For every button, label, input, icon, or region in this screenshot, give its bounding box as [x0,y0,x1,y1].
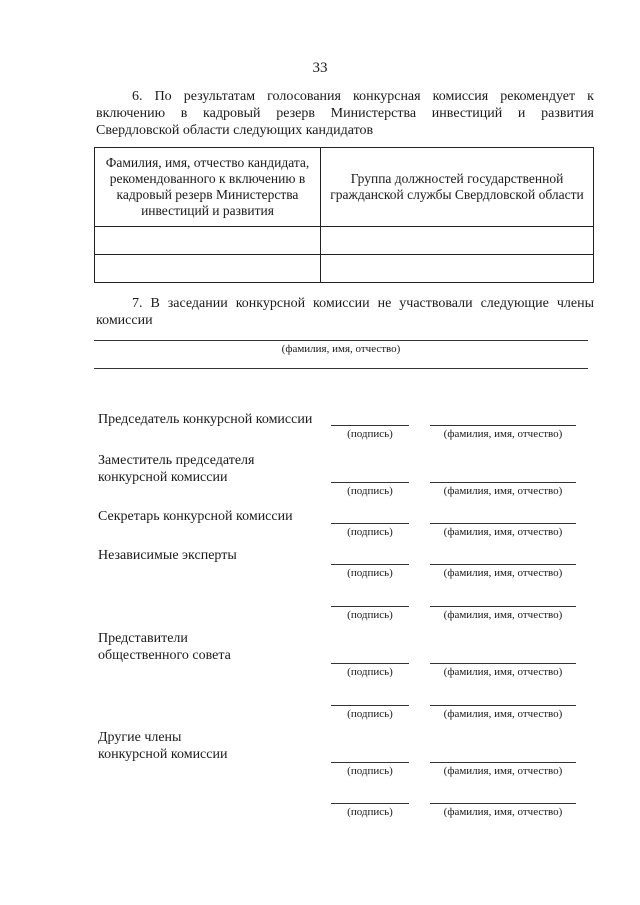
signature-caption: (подпись) [347,485,393,497]
signature-line [331,762,409,763]
signature-line [331,705,409,706]
table-cell [95,227,321,255]
signature-caption: (подпись) [347,526,393,538]
signature-line [331,663,409,664]
table-cell [321,227,594,255]
name-line [430,606,576,607]
table-row [95,227,594,255]
role-deputy-chairman [98,452,254,486]
name-line [430,482,576,483]
name-caption: (фамилия, имя, отчество) [443,526,563,538]
name-line [430,663,576,664]
signature-caption: (подпись) [347,567,393,579]
signature-line [331,482,409,483]
role-label: Представители [98,631,188,646]
signature-caption: (подпись) [347,765,393,777]
absent-members-line [94,340,588,341]
role-label: конкурсной комиссии [98,747,228,762]
signature-line [331,803,409,804]
column-header-position-group: Группа должностей государственной гражданской службы Свердловской области [321,148,594,227]
name-caption: (фамилия, имя, отчество) [443,765,563,777]
role-label: конкурсной комиссии [98,470,228,485]
signature-caption: (подпись) [347,666,393,678]
absent-members-line-2 [94,368,588,369]
section-6-text: 6. По результатам голосования конкурсная комиссия рекомендует к включению в кадровый резерв Министерства инвестиций и развития Свердловской области следующих кандидатов [96,89,594,138]
name-line [430,803,576,804]
name-caption: (фамилия, имя, отчество) [443,708,563,720]
role-label: Другие члены [98,730,182,745]
signature-caption: (подпись) [347,806,393,818]
signature-caption: (подпись) [347,428,393,440]
absent-members-caption: (фамилия, имя, отчество) [281,343,401,355]
role-label: Председатель конкурсной комиссии [98,412,313,427]
name-caption: (фамилия, имя, отчество) [443,666,563,678]
name-line [430,523,576,524]
name-caption: (фамилия, имя, отчество) [443,485,563,497]
role-chairman [98,411,312,428]
role-label: Заместитель председателя [98,453,255,468]
name-caption: (фамилия, имя, отчество) [443,609,563,621]
table-header-row [95,148,594,227]
name-line [430,564,576,565]
signature-line [331,523,409,524]
name-line [430,762,576,763]
name-caption: (фамилия, имя, отчество) [443,567,563,579]
column-header-candidate: Фамилия, имя, отчество кандидата, рекомендованного к включению в кадровый резерв Министерства инвестиций и развития [95,148,321,227]
role-secretary [98,508,293,525]
section-6-paragraph [96,88,594,139]
role-public-council [98,630,231,664]
name-line [430,425,576,426]
name-caption: (фамилия, имя, отчество) [443,428,563,440]
role-independent-experts [98,547,237,564]
page-number: 33 [312,60,328,76]
name-caption: (фамилия, имя, отчество) [443,806,563,818]
table-cell [95,255,321,283]
signature-caption: (подпись) [347,708,393,720]
role-other-members [98,729,227,763]
candidates-table [94,147,594,283]
section-7-paragraph [96,295,594,329]
table-cell [321,255,594,283]
table-row [95,255,594,283]
role-label: Секретарь конкурсной комиссии [98,509,293,524]
name-line [430,705,576,706]
signature-caption: (подпись) [347,609,393,621]
signature-line [331,564,409,565]
role-label: Независимые эксперты [98,548,237,563]
section-7-text: 7. В заседании конкурсной комиссии не участвовали следующие члены комиссии [96,296,594,328]
signature-line [331,606,409,607]
role-label: общественного совета [98,648,231,663]
signature-line [331,425,409,426]
